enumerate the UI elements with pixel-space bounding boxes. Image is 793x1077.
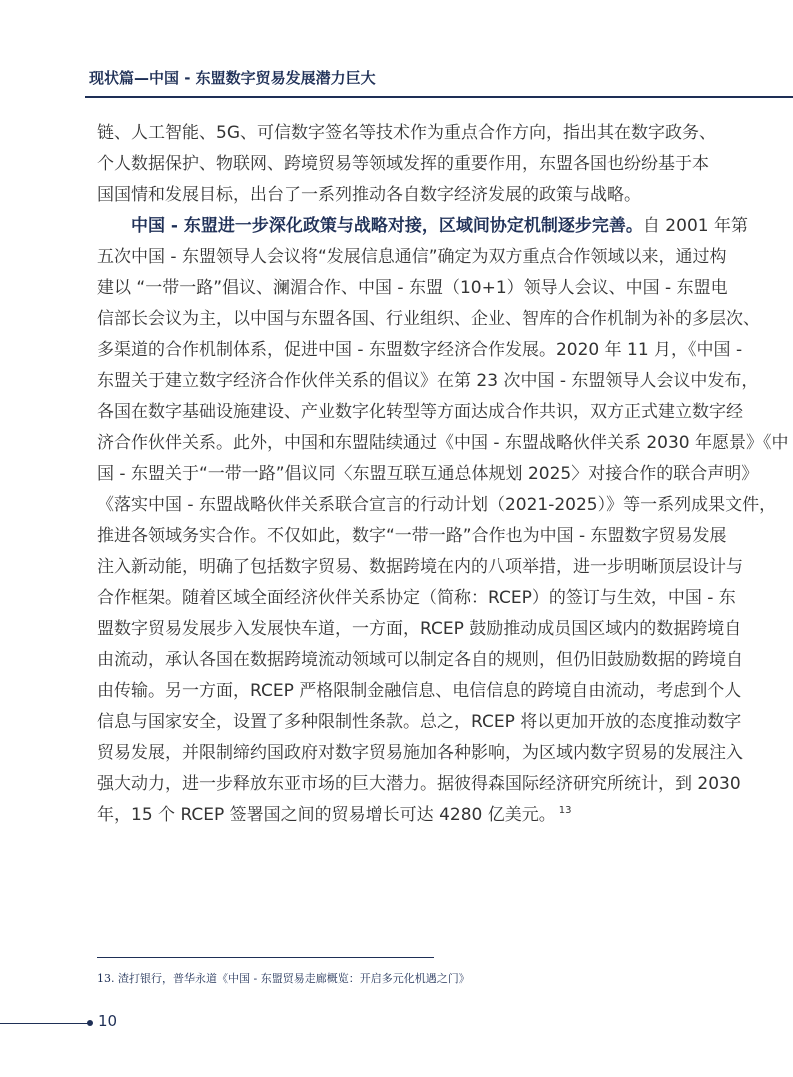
text-line: 强大动力，进一步释放东亚市场的巨大潜力。据彼得森国际经济研究所统计，到 2030 bbox=[97, 774, 741, 794]
text-line: 信息与国家安全，设置了多种限制性条款。总之，RCEP 将以更加开放的态度推动数字 bbox=[97, 712, 742, 732]
paragraph-2 bbox=[97, 211, 789, 831]
text-line: 由传输。另一方面，RCEP 严格限制金融信息、电信信息的跨境自由流动，考虑到个人 bbox=[97, 681, 742, 701]
text-line: 贸易发展，并限制缔约国政府对数字贸易施加各种影响，为区域内数字贸易的发展注入 bbox=[97, 743, 743, 763]
text-line: 各国在数字基础设施建设、产业数字化转型等方面达成合作共识，双方正式建立数字经 bbox=[97, 402, 743, 422]
footnote-reference[interactable]: 13 bbox=[558, 805, 572, 817]
text-line bbox=[97, 800, 701, 831]
text-line: 推进各领域务实合作。不仅如此，数字“一带一路”合作也为中国 - 东盟数字贸易发展 bbox=[97, 526, 727, 546]
text-line: 五次中国 - 东盟领导人会议将“发展信息通信”确定为双方重点合作领域以来，通过构 bbox=[97, 247, 727, 267]
text-line: 建以 “一带一路”倡议、澜湄合作、中国 - 东盟（10+1）领导人会议、中国 - 东盟电 bbox=[97, 278, 728, 298]
text-line: 合作框架。随着区域全面经济伙伴关系协定（简称：RCEP）的签订与生效，中国 - 东 bbox=[97, 588, 736, 608]
running-header-title: 现状篇—中国 - 东盟数字贸易发展潜力巨大 bbox=[89, 69, 376, 87]
footnote-divider bbox=[97, 957, 434, 958]
text-line: 注入新动能，明确了包括数字贸易、数据跨境在内的八项举措，进一步明晰顶层设计与 bbox=[97, 557, 743, 577]
header-divider bbox=[85, 96, 793, 98]
text-line: 济合作伙伴关系。此外，中国和东盟陆续通过《中国 - 东盟战略伙伴关系 2030 年愿景》《中 bbox=[97, 433, 789, 453]
text-line bbox=[97, 211, 748, 242]
text-line: 链、人工智能、5G、可信数字签名等技术作为重点合作方向，指出其在数字政务、 bbox=[97, 123, 716, 143]
text-line: 《落实中国 - 东盟战略伙伴关系联合宣言的行动计划（2021-2025）》等一系列成果文件， bbox=[97, 495, 777, 515]
paragraph-1 bbox=[97, 118, 716, 211]
text-fragment: 自 2001 年第 bbox=[642, 216, 748, 236]
text-line: 个人数据保护、物联网、跨境贸易等领域发挥的重要作用，东盟各国也纷纷基于本 bbox=[97, 154, 709, 174]
text-line: 信部长会议为主，以中国与东盟各国、行业组织、企业、智库的合作机制为补的多层次、 bbox=[97, 309, 760, 329]
text-line: 多渠道的合作机制体系，促进中国 - 东盟数字经济合作发展。2020 年 11 月，《中国 - bbox=[97, 340, 743, 360]
text-fragment: 年，15 个 RCEP 签署国之间的贸易增长可达 4280 亿美元。 bbox=[97, 805, 556, 825]
paragraph-lead: 中国 - 东盟进一步深化政策与战略对接，区域间协定机制逐步完善。 bbox=[131, 216, 643, 236]
text-line: 国 - 东盟关于“一带一路”倡议同〈东盟互联互通总体规划 2025〉对接合作的联合声明》 bbox=[97, 464, 759, 484]
footer-rule bbox=[0, 1023, 88, 1024]
page-number: 10 bbox=[98, 1012, 118, 1030]
footer-dot-icon bbox=[87, 1020, 93, 1026]
text-line: 由流动，承认各国在数据跨境流动领域可以制定各自的规则，但仍旧鼓励数据的跨境自 bbox=[97, 650, 743, 670]
text-line: 东盟关于建立数字经济合作伙伴关系的倡议》在第 23 次中国 - 东盟领导人会议中发布， bbox=[97, 371, 759, 391]
text-line: 盟数字贸易发展步入发展快车道，一方面，RCEP 鼓励推动成员国区域内的数据跨境自 bbox=[97, 619, 742, 639]
body-text bbox=[97, 118, 789, 831]
footnote: 13. 渣打银行，普华永道《中国 - 东盟贸易走廊概览：开启多元化机遇之门》 bbox=[97, 972, 470, 985]
text-line: 国国情和发展目标，出台了一系列推动各自数字经济发展的政策与战略。 bbox=[97, 185, 641, 205]
